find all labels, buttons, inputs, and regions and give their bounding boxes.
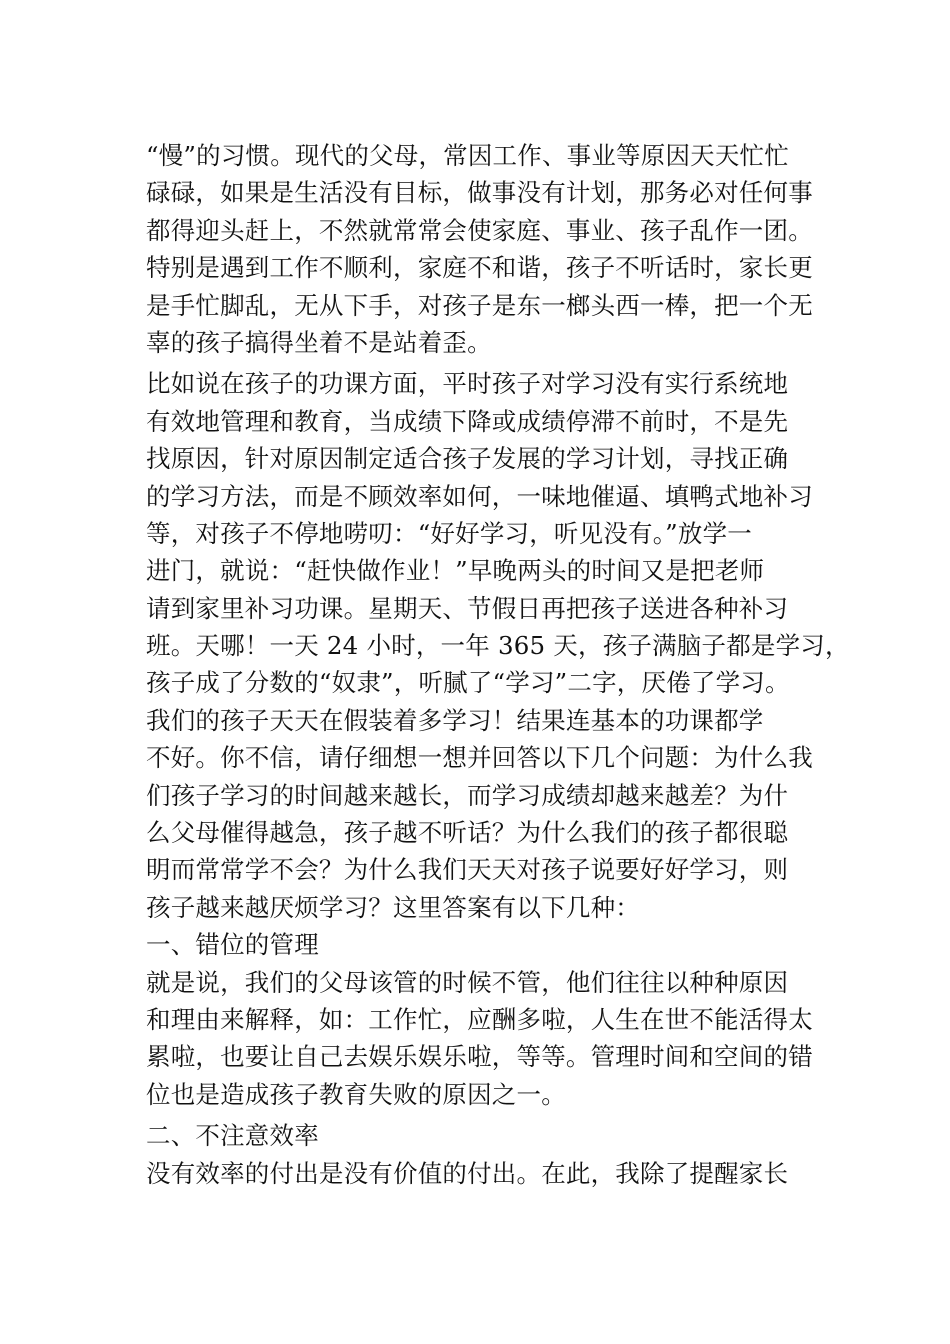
text-line: 进门，就说：“赶快做作业！”早晚两头的时间又是把老师 (146, 556, 765, 586)
section-heading: 二、不注意效率 (146, 1121, 319, 1151)
text-line: 等，对孩子不停地唠叨：“好好学习，听见没有。”放学一 (146, 518, 752, 548)
text-line: 有效地管理和教育，当成绩下降或成绩停滞不前时，不是先 (146, 406, 789, 436)
text-line: 的学习方法，而是不顾效率如何，一味地催逼、填鸭式地补习 (146, 481, 813, 511)
text-line: 孩子成了分数的“奴隶”，听腻了“学习”二字，厌倦了学习。 (146, 668, 790, 698)
text-line: 我们的孩子天天在假装着多学习！结果连基本的功课都学 (146, 705, 764, 735)
text-line: 不好。你不信，请仔细想一想并回答以下几个问题：为什么我 (146, 743, 813, 773)
text-line: 请到家里补习功课。星期天、节假日再把孩子送进各种补习 (146, 593, 789, 623)
document-page (146, 137, 850, 1192)
text-line: 么父母催得越急，孩子越不听话？为什么我们的孩子都很聪 (146, 818, 789, 848)
text-line: 特别是遇到工作不顺利，家庭不和谐，孩子不听话时，家长更 (146, 253, 813, 283)
text-line: 们孩子学习的时间越来越长，而学习成绩却越来越差？为什 (146, 780, 789, 810)
text-line: 都得迎头赶上，不然就常常会使家庭、事业、孩子乱作一团。 (146, 215, 813, 245)
text-line: 没有效率的付出是没有价值的付出。在此，我除了提醒家长 (146, 1158, 789, 1188)
text-line: 是手忙脚乱，无从下手，对孩子是东一榔头西一棒，把一个无 (146, 290, 813, 320)
text-line: 孩子越来越厌烦学习？这里答案有以下几种： (146, 892, 640, 922)
text-line: 比如说在孩子的功课方面，平时孩子对学习没有实行系统地 (146, 369, 789, 399)
text-line: “慢”的习惯。现代的父母，常因工作、事业等原因天天忙忙 (146, 141, 789, 170)
text-line: 累啦，也要让自己去娱乐娱乐啦，等等。管理时间和空间的错 (146, 1042, 813, 1072)
text-line: 位也是造成孩子教育失败的原因之一。 (146, 1079, 566, 1109)
text-line: 就是说，我们的父母该管的时候不管，他们往往以种种原因 (146, 967, 789, 997)
text-line: 和理由来解释，如：工作忙，应酬多啦，人生在世不能活得太 (146, 1004, 813, 1034)
text-line: 班。天哪！一天 24 小时，一年 365 天，孩子满脑子都是学习， (146, 631, 850, 661)
text-line: 明而常常学不会？为什么我们天天对孩子说要好好学习，则 (146, 855, 789, 885)
section-heading: 一、错位的管理 (146, 930, 319, 960)
text-line: 找原因，针对原因制定适合孩子发展的学习计划，寻找正确 (146, 444, 789, 474)
text-line: 碌碌，如果是生活没有目标，做事没有计划，那务必对任何事 (146, 178, 813, 208)
text-line: 辜的孩子搞得坐着不是站着歪。 (146, 327, 492, 357)
